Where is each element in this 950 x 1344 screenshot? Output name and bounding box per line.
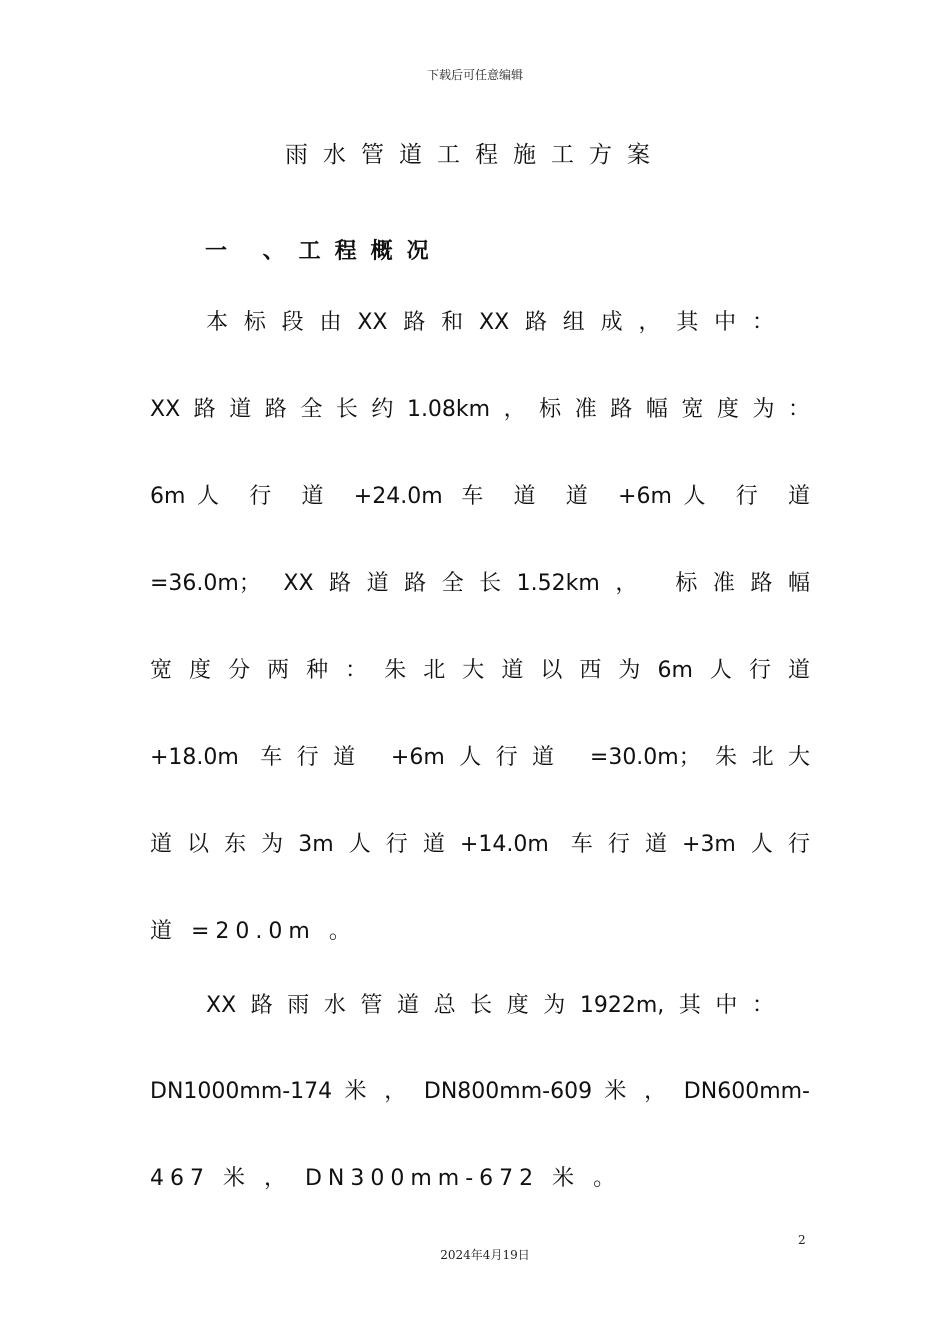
paragraph-line: XX路道路全长约1.08km，标准路幅宽度为： xyxy=(150,397,810,422)
section-heading: 一 、工程概况 xyxy=(205,239,443,264)
paragraph-line: 道以东为3m人行道+14.0m 车行道+3m人行 xyxy=(150,832,810,857)
document-title: 雨水管道工程施工方案 xyxy=(285,142,665,168)
paragraph-line: 467 米 ， DN300mm-672 米 。 xyxy=(150,1166,622,1191)
paragraph-line: 宽度分两种：朱北大道以西为6m人行道 xyxy=(150,658,810,683)
page-number: 2 xyxy=(798,1233,806,1247)
paragraph-line: =36.0m； XX路道路全长1.52km， 标准路幅 xyxy=(150,571,810,596)
paragraph-line: 道 =20.0m 。 xyxy=(150,919,357,944)
paragraph-line: XX路雨水管道总长度为1922m,其中： xyxy=(206,993,774,1018)
paragraph-line: 6m人 行 道 +24.0m 车 道 道 +6m人 行 道 xyxy=(150,484,810,509)
paragraph-line: DN1000mm-174 米 ， DN800mm-609 米 ， DN600mm- xyxy=(150,1079,810,1104)
paragraph-line: 本标段由XX路和XX路组成，其中： xyxy=(206,310,774,335)
footer-date: 2024年4月19日 xyxy=(440,1248,530,1262)
header-note: 下载后可任意编辑 xyxy=(426,68,523,82)
paragraph-line: +18.0m 车行道 +6m人行道 =30.0m；朱北大 xyxy=(150,745,810,770)
